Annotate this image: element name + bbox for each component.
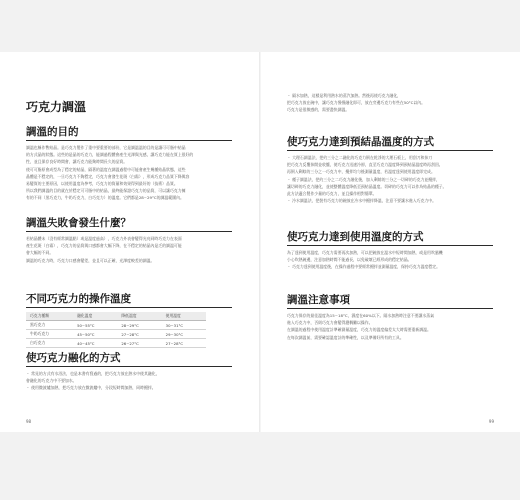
table-cell: 牛奶巧克力 (26, 330, 73, 339)
section-body-failure: 若結晶體未（沒有經常調溫點）或是溫度過高），巧克力外表會變得光亮同時巧克力在表面 產生花斑（白霜），巧克力的品質與口感都會大幅下降，在不穩定的結晶內是乏的調溫可能 會大幅的不同。 調溫的巧克力時，巧克力口感會變差，並且可以正確，光澤度較差的調溫。 (26, 236, 182, 263)
section-body-purpose: 調溫也稱作暫結晶。是巧克力製作了重中要重要的部份，它是調溫溫的目的是讓可可脂中結晶 的方式晶的狀態。這些的是晶的巧克力，能調過程體會產生光澤與光感，讓巧克力能在質上很好的 性，並且保存良好時間會，讓巧克力能夠時間長久的品質。 使可可脂原會成型為了穩定的結晶，隔著的溫度在調溫過程中可能會產生幾種結晶狀態，這些 晶體是不穩定的，一旦巧克力不夠穩定，巧克力會發生花斑（白霜），形成巧克力品質下降與容 易變質的主要原因，以使用溫度為參考，巧克力的質量和效果得到最好的（技術）品質。 所以我們調溫的目的就在於穩定可可脂中的結晶，最終能保證巧克力的品質，可以讓巧克力擁 有的不同（黑巧克力，牛奶巧克力，白巧克力）的溫度。它們都是28~29°C的調溫範圍內。 (26, 145, 194, 201)
table-header-row (26, 312, 206, 321)
left-page (0, 52, 259, 432)
section-rule (287, 308, 493, 309)
table-cell: 40~45°C (73, 339, 117, 348)
section-rule (287, 245, 493, 246)
table-row (26, 330, 206, 339)
table-cell: 45~50°C (73, 330, 117, 339)
section-heading-working-temp: 使巧克力達到使用溫度的方式 (287, 231, 424, 243)
section-body-precrystallization: ・ 大理石調溫法，把約三分之二融化的巧克力倒在乾淨的大理石板上，用刮刀和抹刀 把巧克力反覆抹開並收攏，使巧克力迅速冷卻，直至巧克力溫度降到預結晶溫度時再刮回。 再倒入剩餘的三分之一巧克力中，攪拌均勻後測量溫度，若溫度達到使用溫度即完成。 ・ 種子調溫法，把約三分之二巧克力融化後，加入剩餘的三分之一切碎的巧克力並攪拌， 讓切碎的巧克力融化，並使整體溫度降低至預結晶溫度。切碎的巧克力可以作為結晶的種子。 此方法適合製作少量的巧克力，並且操作相對簡單。 ・ 冷水調溫法，把裝有巧克力的碗放在冷水中攪拌降溫，注意不要讓水進入巧克力中。 (287, 155, 447, 204)
table-cell: 30~31°C (162, 321, 206, 330)
section-rule (26, 307, 232, 308)
table-header-cell: 降低溫度 (117, 312, 161, 321)
intro-body: ・ 隔水加熱，這樣是利用熱水的蒸汽加熱。然後再使巧克力融化， 把巧克力放在碗中，讓巧克力慢慢融化即可，放在旁邊巧克力有些在50°C以內。 巧克力是很敏感的，需要盡快調溫。 (287, 93, 425, 113)
section-heading-melting: 使巧克力融化的方式 (26, 352, 121, 364)
section-body-working-temp: 為了達到使用溫度，巧克力需要再次加熱，可以把碗放在溫水中短時間加熱，或是用吹風機 小心吹熱碗邊，注意加熱時間不能過長，以免破壞已經形成的穩定結晶。 ・ 巧克力達到使用溫度後，在操作過程中要經常攪拌並測量溫度，保持巧克力溫度穩定。 (287, 250, 443, 270)
table-header-cell: 使用溫度 (162, 312, 206, 321)
temperature-table (26, 312, 206, 348)
section-body-notes: 巧克力保存的最佳溫度為15~18°C，濕度在60%以下。隔水加熱時注意不要讓水蒸氣 進入巧克力中，否則巧克力會變得濃稠難以操作。 在調溫的過程中使用溫度計準確測量溫度，巧克力的溫度偏差太大時需要重新調溫。 在每次調溫前，需要確認溫度計的準確性，以及準備好所有的工具。 (287, 313, 435, 340)
table-cell: 26~27°C (117, 339, 161, 348)
section-heading-notes: 調溫注意事項 (287, 294, 350, 306)
section-rule (26, 366, 232, 367)
table-row (26, 339, 206, 348)
table-row (26, 321, 206, 330)
section-rule (26, 140, 232, 141)
table-cell: 28~29°C (117, 321, 161, 330)
section-heading-failure: 調溫失敗會發生什麼？ (26, 217, 131, 229)
right-page (261, 52, 520, 432)
table-header-cell: 巧克力種類 (26, 312, 73, 321)
section-heading-precrystallization: 使巧克力達到預結晶溫度的方式 (287, 136, 434, 148)
page-title: 巧克力調溫 (26, 100, 87, 114)
table-cell: 黑巧克力 (26, 321, 73, 330)
section-body-melting: ・ 常見的方式有水浴法，也是本書有寫過的，把巧克力放在熱水中使其融化， 會融化的巧克力中不要加水。 ・ 使用微波爐加熱，把巧克力放在微波爐中，分段短時間加熱，同時攪拌。 (26, 371, 160, 391)
table-cell: 白巧克力 (26, 339, 73, 348)
page-number: 99 (488, 419, 494, 424)
page-number: 98 (26, 419, 32, 424)
table-cell: 27~28°C (117, 330, 161, 339)
table-header-cell: 融化溫度 (73, 312, 117, 321)
section-rule (26, 231, 232, 232)
table-cell: 29~30°C (162, 330, 206, 339)
table-cell: 27~28°C (162, 339, 206, 348)
section-rule (287, 150, 493, 151)
book-spread (0, 52, 520, 432)
section-heading-purpose: 調溫的目的 (26, 126, 79, 138)
table-cell: 50~55°C (73, 321, 117, 330)
section-heading-temperatures: 不同巧克力的操作溫度 (26, 293, 131, 305)
